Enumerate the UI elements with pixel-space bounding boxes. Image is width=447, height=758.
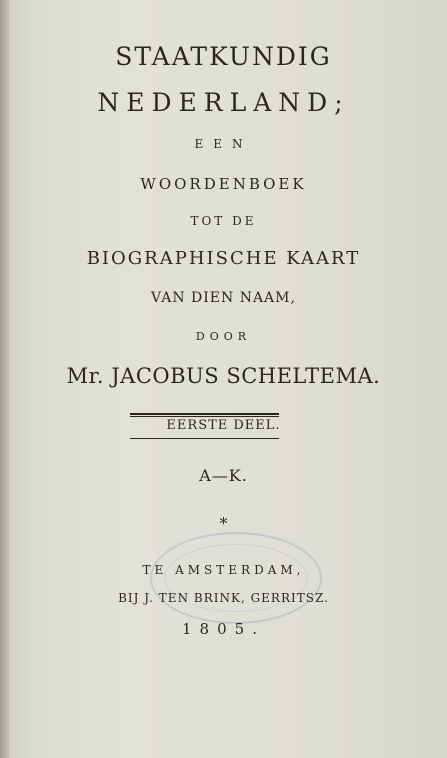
subtitle-tot-de: TOT DE	[190, 214, 257, 228]
rule-top-thick	[130, 413, 279, 415]
byline-door: DOOR	[195, 330, 252, 343]
volume-label: EERSTE DEEL.	[166, 418, 281, 433]
subtitle-een: EEN	[194, 137, 253, 151]
library-stamp	[150, 532, 322, 624]
imprint-place: TE AMSTERDAM,	[142, 563, 305, 577]
subtitle-van-dien-naam: VAN DIEN NAAM,	[151, 290, 296, 306]
subtitle-woordenboek: WOORDENBOEK	[140, 175, 307, 193]
rule-top-thin	[130, 416, 279, 417]
subtitle-biographische-kaart: BIOGRAPHISCHE KAART	[86, 248, 361, 269]
imprint-year: 1805.	[182, 620, 265, 638]
author-name: Mr. JACOBUS SCHELTEMA.	[66, 364, 381, 388]
volume-range: A—K.	[199, 466, 248, 485]
rule-bottom	[130, 438, 279, 439]
imprint-publisher: BIJ J. TEN BRINK, GERRITSZ.	[118, 591, 329, 605]
title-line-2: NEDERLAND;	[97, 88, 350, 117]
ornament-asterisk: *	[219, 514, 228, 533]
title-line-1: STAATKUNDIG	[115, 42, 332, 71]
